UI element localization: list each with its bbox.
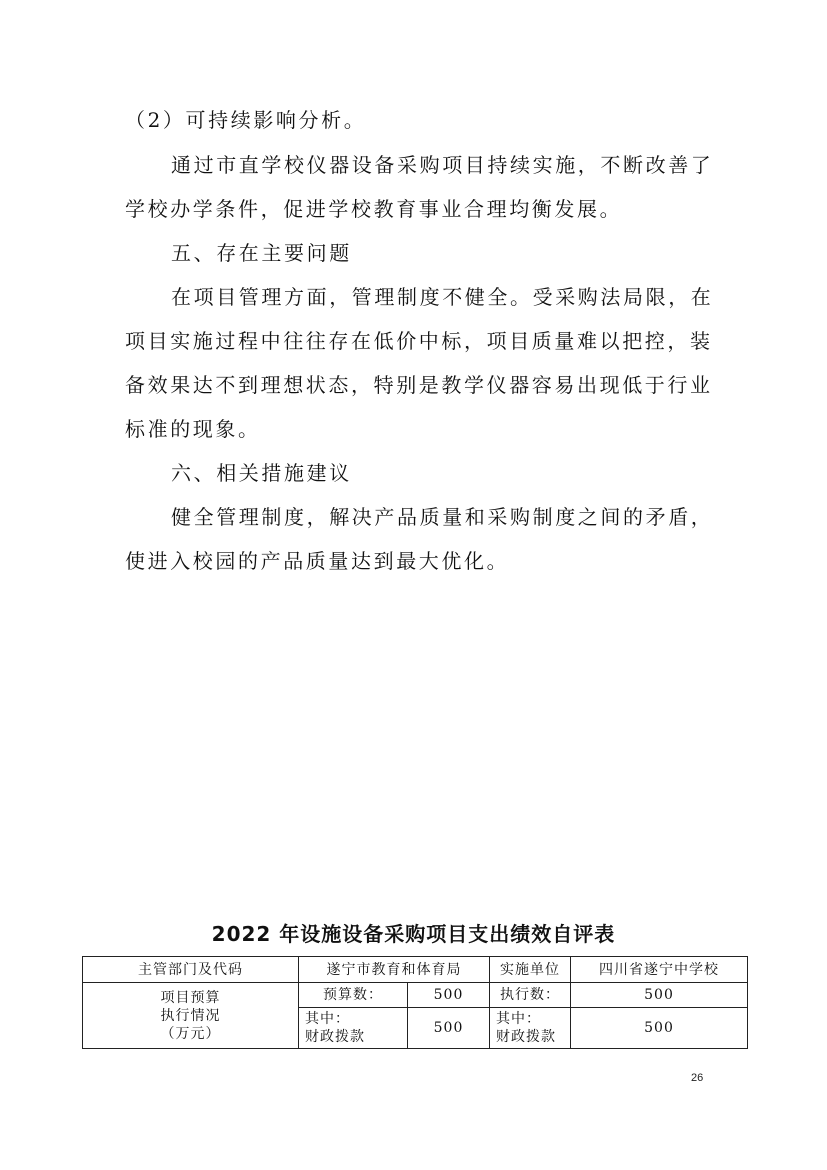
heading-sustainability: （2）可持续影响分析。 — [125, 108, 367, 132]
paragraph-main-problems: 在项目管理方面，管理制度不健全。受采购法局限，在项目实施过程中往往存在低价中标，项目质量难以把控，装备效果达不到理想状态，特别是教学仪器容易出现低于行业标准的现象。 — [125, 285, 714, 441]
sub-budget-label-cell — [299, 1008, 408, 1049]
sub-budget-label-line1: 其中： — [305, 1011, 350, 1027]
budget-label-line2: 执行情况 — [160, 1007, 221, 1024]
paragraph-sustainability: 通过市直学校仪器设备采购项目持续实施，不断改善了学校办学条件，促进学校教育事业合理均衡发展。 — [125, 153, 714, 221]
sub-exec-label-line1: 其中： — [496, 1011, 541, 1027]
budget-label-line1: 项目预算 — [160, 989, 221, 1006]
performance-table — [82, 956, 748, 1049]
heading-suggestions: 六、相关措施建议 — [171, 461, 352, 485]
dept-label-cell: 主管部门及代码 — [83, 957, 299, 983]
unit-label-cell: 实施单位 — [490, 957, 571, 983]
budget-label-line3: （万元） — [160, 1025, 221, 1042]
sub-exec-label-cell — [490, 1008, 571, 1049]
heading-main-problems: 五、存在主要问题 — [171, 241, 352, 265]
sub-budget-label-line2: 财政拨款 — [305, 1029, 365, 1045]
table-row — [83, 957, 748, 983]
sub-budget-value-cell: 500 — [408, 1008, 490, 1049]
exec-amount-label-cell: 执行数： — [490, 983, 571, 1008]
dept-value-cell: 遂宁市教育和体育局 — [299, 957, 490, 983]
table-row — [83, 983, 748, 1008]
budget-amount-label-cell: 预算数： — [299, 983, 408, 1008]
table-title: 2022 年设施设备采购项目支出绩效自评表 — [211, 922, 616, 946]
sub-exec-value-cell: 500 — [571, 1008, 748, 1049]
budget-exec-label-cell — [83, 983, 299, 1049]
exec-amount-value-cell: 500 — [571, 983, 748, 1008]
sub-exec-label-line2: 财政拨款 — [496, 1029, 556, 1045]
budget-amount-value-cell: 500 — [408, 983, 490, 1008]
unit-value-cell: 四川省遂宁中学校 — [571, 957, 748, 983]
page-number: 26 — [691, 1072, 704, 1084]
paragraph-suggestions: 健全管理制度，解决产品质量和采购制度之间的矛盾，使进入校园的产品质量达到最大优化。 — [125, 505, 714, 573]
